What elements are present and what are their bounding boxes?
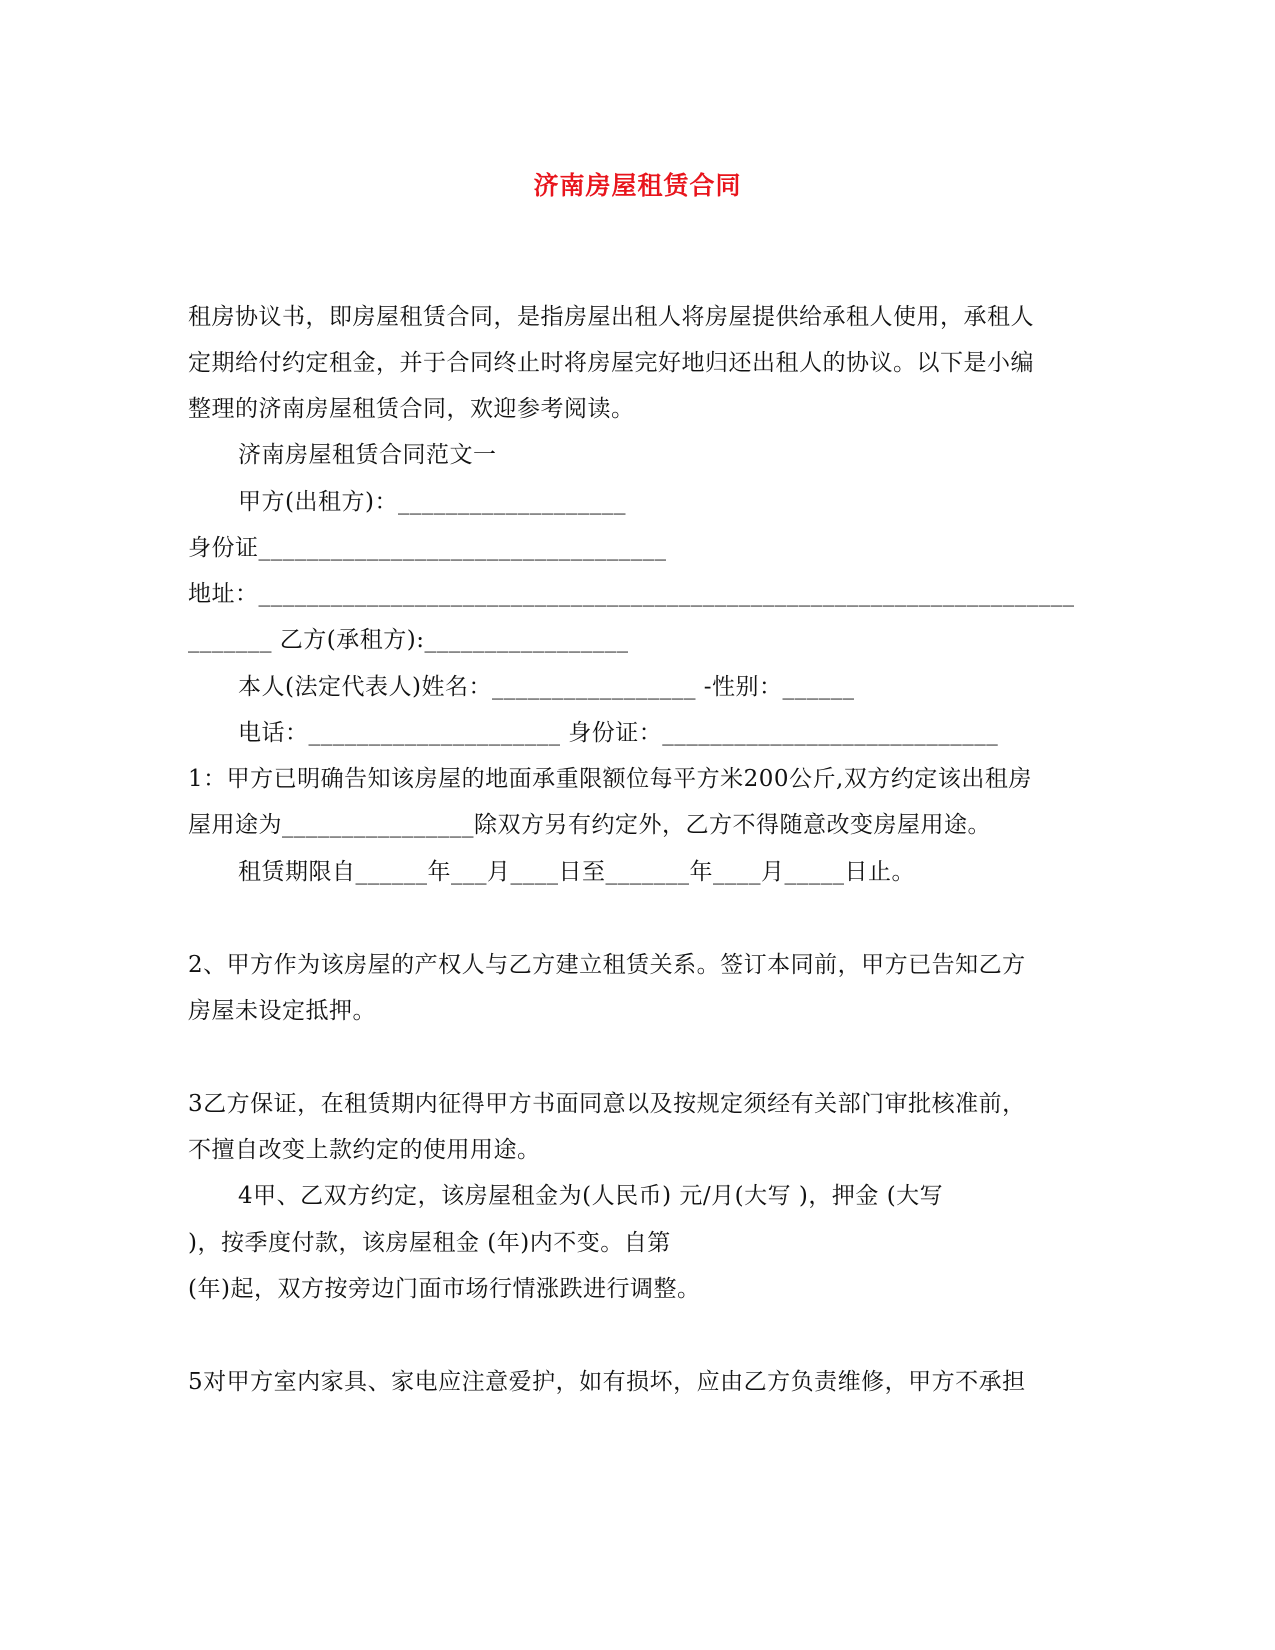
clause-1-line-1: 1：甲方已明确告知该房屋的地面承重限额位每平方米200公斤,双方约定该出租房 [188,766,1032,792]
clause-4-line-2: )，按季度付款，该房屋租金 (年)内不变。自第 [188,1230,671,1256]
phone-id-field: 电话：_____________________ 身份证：____________________________ [238,720,999,746]
lease-term-line: 租赁期限自______年___月____日至_______年____月_____日止。 [238,859,915,885]
intro-line-3: 整理的济南房屋租赁合同，欢迎参考阅读。 [188,396,635,422]
party-a-field: 甲方(出租方)：___________________ [238,489,626,515]
id-card-field: 身份证__________________________________ [188,535,667,561]
address-field: 地址：____________________________________________________________________ [188,581,1075,607]
representative-field: 本人(法定代表人)姓名：_________________ -性别：______ [238,674,855,700]
document-title: 济南房屋租赁合同 [533,171,742,200]
clause-3-line-1: 3乙方保证，在租赁期内征得甲方书面同意以及按规定须经有关部门审批核准前， [188,1091,1026,1117]
clause-5-line-1: 5对甲方室内家具、家电应注意爱护，如有损坏，应由乙方负责维修，甲方不承担 [188,1369,1026,1395]
clause-1-line-2: 屋用途为________________除双方另有约定外，乙方不得随意改变房屋用途。 [188,812,991,838]
intro-line-2: 定期给付约定租金，并于合同终止时将房屋完好地归还出租人的协议。以下是小编 [188,350,1034,376]
clause-2-line-2: 房屋未设定抵押。 [188,998,376,1024]
clause-2-line-1: 2、甲方作为该房屋的产权人与乙方建立租赁关系。签订本同前，甲方已告知乙方 [188,952,1026,978]
clause-4-line-3: (年)起，双方按旁边门面市场行情涨跌进行调整。 [188,1276,701,1302]
section-heading: 济南房屋租赁合同范文一 [238,442,497,468]
clause-4-line-1: 4甲、乙双方约定，该房屋租金为(人民币) 元/月(大写 )，押金 (大写 [238,1183,944,1209]
intro-line-1: 租房协议书，即房屋租赁合同，是指房屋出租人将房屋提供给承租人使用，承租人 [188,304,1034,330]
party-b-field: _______ 乙方(承租方):_________________ [188,627,629,653]
clause-3-line-2: 不擅自改变上款约定的使用用途。 [188,1137,541,1163]
